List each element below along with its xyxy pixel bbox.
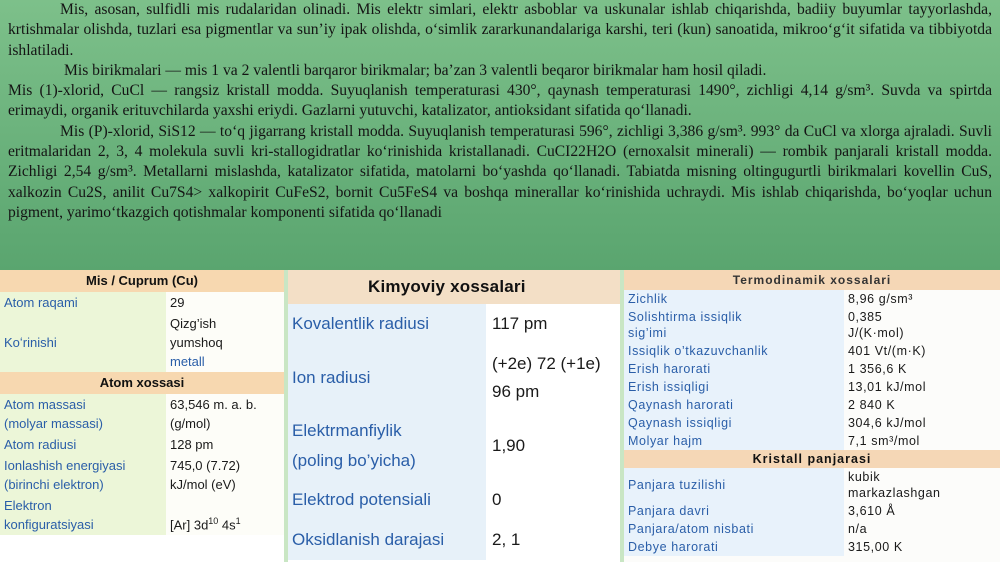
table-row	[624, 378, 1000, 396]
row-label: Panjara tuzilishi	[624, 468, 844, 502]
label-line: (molyar massasi)	[4, 416, 103, 431]
row-value	[166, 394, 284, 434]
config-sup: 1	[235, 515, 241, 526]
label-line: Elektrmanfiylik	[292, 421, 402, 440]
atom-table	[0, 394, 284, 535]
row-value	[844, 468, 1000, 502]
row-label: Panjara davri	[624, 502, 844, 520]
row-label: Molyar hajm	[624, 432, 844, 450]
paragraph-2: Mis birikmalari — mis 1 va 2 valentli barqaror birikmalar; ba’zan 3 valentli beqaror birikmalar ham hosil qiladi.	[64, 61, 767, 79]
row-value: 3,610 Å	[844, 502, 1000, 520]
table-row	[0, 313, 284, 372]
label-line: (poling bo’yicha)	[292, 451, 416, 470]
row-value: 128 pm	[166, 434, 284, 455]
row-label: Koʻrinishi	[0, 313, 166, 372]
row-value	[844, 308, 1000, 342]
table-row	[624, 468, 1000, 502]
row-value: 2, 1	[486, 520, 620, 560]
panel-title: Termodinamik xossalari	[624, 270, 1000, 290]
thermo-table	[624, 290, 1000, 450]
row-label	[624, 308, 844, 342]
table-row	[0, 292, 284, 313]
value-line: Qizg’ish	[170, 316, 217, 331]
value-line: kubik	[848, 470, 881, 484]
row-label	[0, 394, 166, 434]
value-line: J/(K·mol)	[848, 326, 905, 340]
table-row	[288, 480, 620, 520]
row-label: Atom radiusi	[0, 434, 166, 455]
row-label: Oksidlanish darajasi	[288, 520, 486, 560]
label-line: konfiguratsiyasi	[4, 517, 94, 532]
section-header-atom: Atom xossasi	[0, 372, 284, 394]
table-row	[0, 434, 284, 455]
row-value: 315,00 K	[844, 538, 1000, 556]
table-row	[624, 308, 1000, 342]
table-row	[624, 502, 1000, 520]
label-line: sig’imi	[628, 326, 667, 340]
paragraph-4: Mis (P)-xlorid, SiS12 — toʻq jigarrang kristall modda. Suyuqlanish temperaturasi 596°, zichligi 3,386 g/sm³. 993° da CuCl va xlorga ajraladi. Suvli eritmalaridan 2, 3, 4 molekula suvli kri-stallogidratlar koʻrinishida kristallanadi. CuCI22H2O (ernoxalsit minerali) — rombik panjarali kristall modda. Zichligi 2,54 g/sm³. Metallarni mislashda, katalizator sifatida, matolarni boʻyashda qoʻllanadi. Tabiatda misning oltingugurtli birikmalari kovellin CuS, xalkozin Cu2S, anilit Cu7S4> xalkopirit CuFeS2, bornit Cu5FeS4 va boshqa minerallar koʻrinishida uchraydi. Mis ishlab chiqarishda, boʻyoqlar uchun pigment, yarimoʻtkazgich qotishmalar komponenti sifatida qoʻllanadi	[8, 122, 992, 221]
row-label: Panjara/atom nisbati	[624, 520, 844, 538]
config-sup: 10	[208, 515, 219, 526]
value-line: 96 pm	[492, 382, 540, 401]
label-line: Ionlashish energiyasi	[4, 458, 126, 473]
row-label	[288, 412, 486, 480]
row-value: 13,01 kJ/mol	[844, 378, 1000, 396]
row-label	[0, 455, 166, 495]
value-line: yumshoq	[170, 335, 223, 350]
element-infobox	[0, 270, 284, 562]
table-row	[288, 304, 620, 344]
table-row	[288, 412, 620, 480]
table-row	[624, 342, 1000, 360]
row-value: 29	[166, 292, 284, 313]
row-value: n/a	[844, 520, 1000, 538]
row-label: Debye harorati	[624, 538, 844, 556]
row-label: Ion radiusi	[288, 344, 486, 412]
table-row	[0, 394, 284, 434]
label-line: (birinchi elektron)	[4, 477, 104, 492]
row-value: 401 Vt/(m·K)	[844, 342, 1000, 360]
row-value	[166, 313, 284, 372]
row-label: Atom raqami	[0, 292, 166, 313]
infobox-title: Mis / Cuprum (Cu)	[0, 270, 284, 292]
chemical-properties-panel	[288, 270, 620, 562]
value-line: 63,546 m. a. b.	[170, 397, 257, 412]
panel-title: Kimyoviy xossalari	[288, 270, 620, 304]
value-line: kJ/mol (eV)	[170, 477, 236, 492]
row-label: Elektrod potensiali	[288, 480, 486, 520]
table-row	[0, 495, 284, 535]
config-part: 4s	[218, 517, 236, 532]
row-label: Issiqlik o’tkazuvchanlik	[624, 342, 844, 360]
table-row	[624, 414, 1000, 432]
label-line: Solishtirma issiqlik	[628, 310, 743, 324]
value-link[interactable]: metall	[170, 354, 205, 369]
table-row	[0, 455, 284, 495]
table-row	[288, 520, 620, 560]
row-value: 2 840 K	[844, 396, 1000, 414]
row-value	[486, 344, 620, 412]
value-line: markazlashgan	[848, 486, 941, 500]
thermodynamic-properties-panel	[624, 270, 1000, 562]
row-value: 1 356,6 K	[844, 360, 1000, 378]
row-value	[166, 455, 284, 495]
row-label: Erish harorati	[624, 360, 844, 378]
row-value: 1,90	[486, 412, 620, 480]
label-line: Elektron	[4, 498, 52, 513]
table-row	[288, 344, 620, 412]
row-value: 0	[486, 480, 620, 520]
table-row	[624, 396, 1000, 414]
table-row	[624, 290, 1000, 308]
section-header-crystal: Kristall panjarasi	[624, 450, 1000, 468]
table-row	[624, 432, 1000, 450]
infobox-table	[0, 292, 284, 372]
row-value	[166, 495, 284, 535]
config-part: [Ar] 3d	[170, 517, 209, 532]
row-label: Qaynash issiqligi	[624, 414, 844, 432]
table-row	[624, 360, 1000, 378]
row-value: 8,96 g/sm³	[844, 290, 1000, 308]
row-label: Zichlik	[624, 290, 844, 308]
row-value: 117 pm	[486, 304, 620, 344]
value-line: 745,0 (7.72)	[170, 458, 241, 473]
table-row	[624, 520, 1000, 538]
label-line: Atom massasi	[4, 397, 86, 412]
crystal-table	[624, 468, 1000, 556]
paragraph-1: Mis, asosan, sulfidli mis rudalaridan olinadi. Mis elektr simlari, elektr asboblar va uskunalar ishlab chiqarishda, badiiy buyumlar tayyorlashda, krtishmalar olishda, tuzlari esa pigmentlar va sun’iy ipak olishda, oʻsimlik zararkunandalariga karshi, teri (kun) sanoatida, mikrooʻgʻit sifatida va tibbiyotda ishlatiladi.	[8, 1, 992, 59]
row-value: 7,1 sm³/mol	[844, 432, 1000, 450]
paragraph-3: Mis (1)-xlorid, CuCl — rangsiz kristall modda. Suyuqlanish temperaturasi 430°, qaynash temperaturasi 1490°, zichligi 4,14 g/sm³. Suvda va spirtda erimaydi, organik erituvchilarda yaxshi eriydi. Gazlarni yutuvchi, katalizator, antioksidant sifatida qoʻllanadi.	[8, 82, 992, 120]
row-label: Qaynash harorati	[624, 396, 844, 414]
value-line: 0,385	[848, 310, 883, 324]
value-line: (g/mol)	[170, 416, 211, 431]
chemical-table	[288, 304, 620, 560]
row-label	[0, 495, 166, 535]
row-label: Erish issiqligi	[624, 378, 844, 396]
value-line: (+2e) 72 (+1e)	[492, 354, 601, 373]
row-value: 304,6 kJ/mol	[844, 414, 1000, 432]
row-label: Kovalentlik radiusi	[288, 304, 486, 344]
article-text	[0, 0, 1000, 270]
table-row	[624, 538, 1000, 556]
